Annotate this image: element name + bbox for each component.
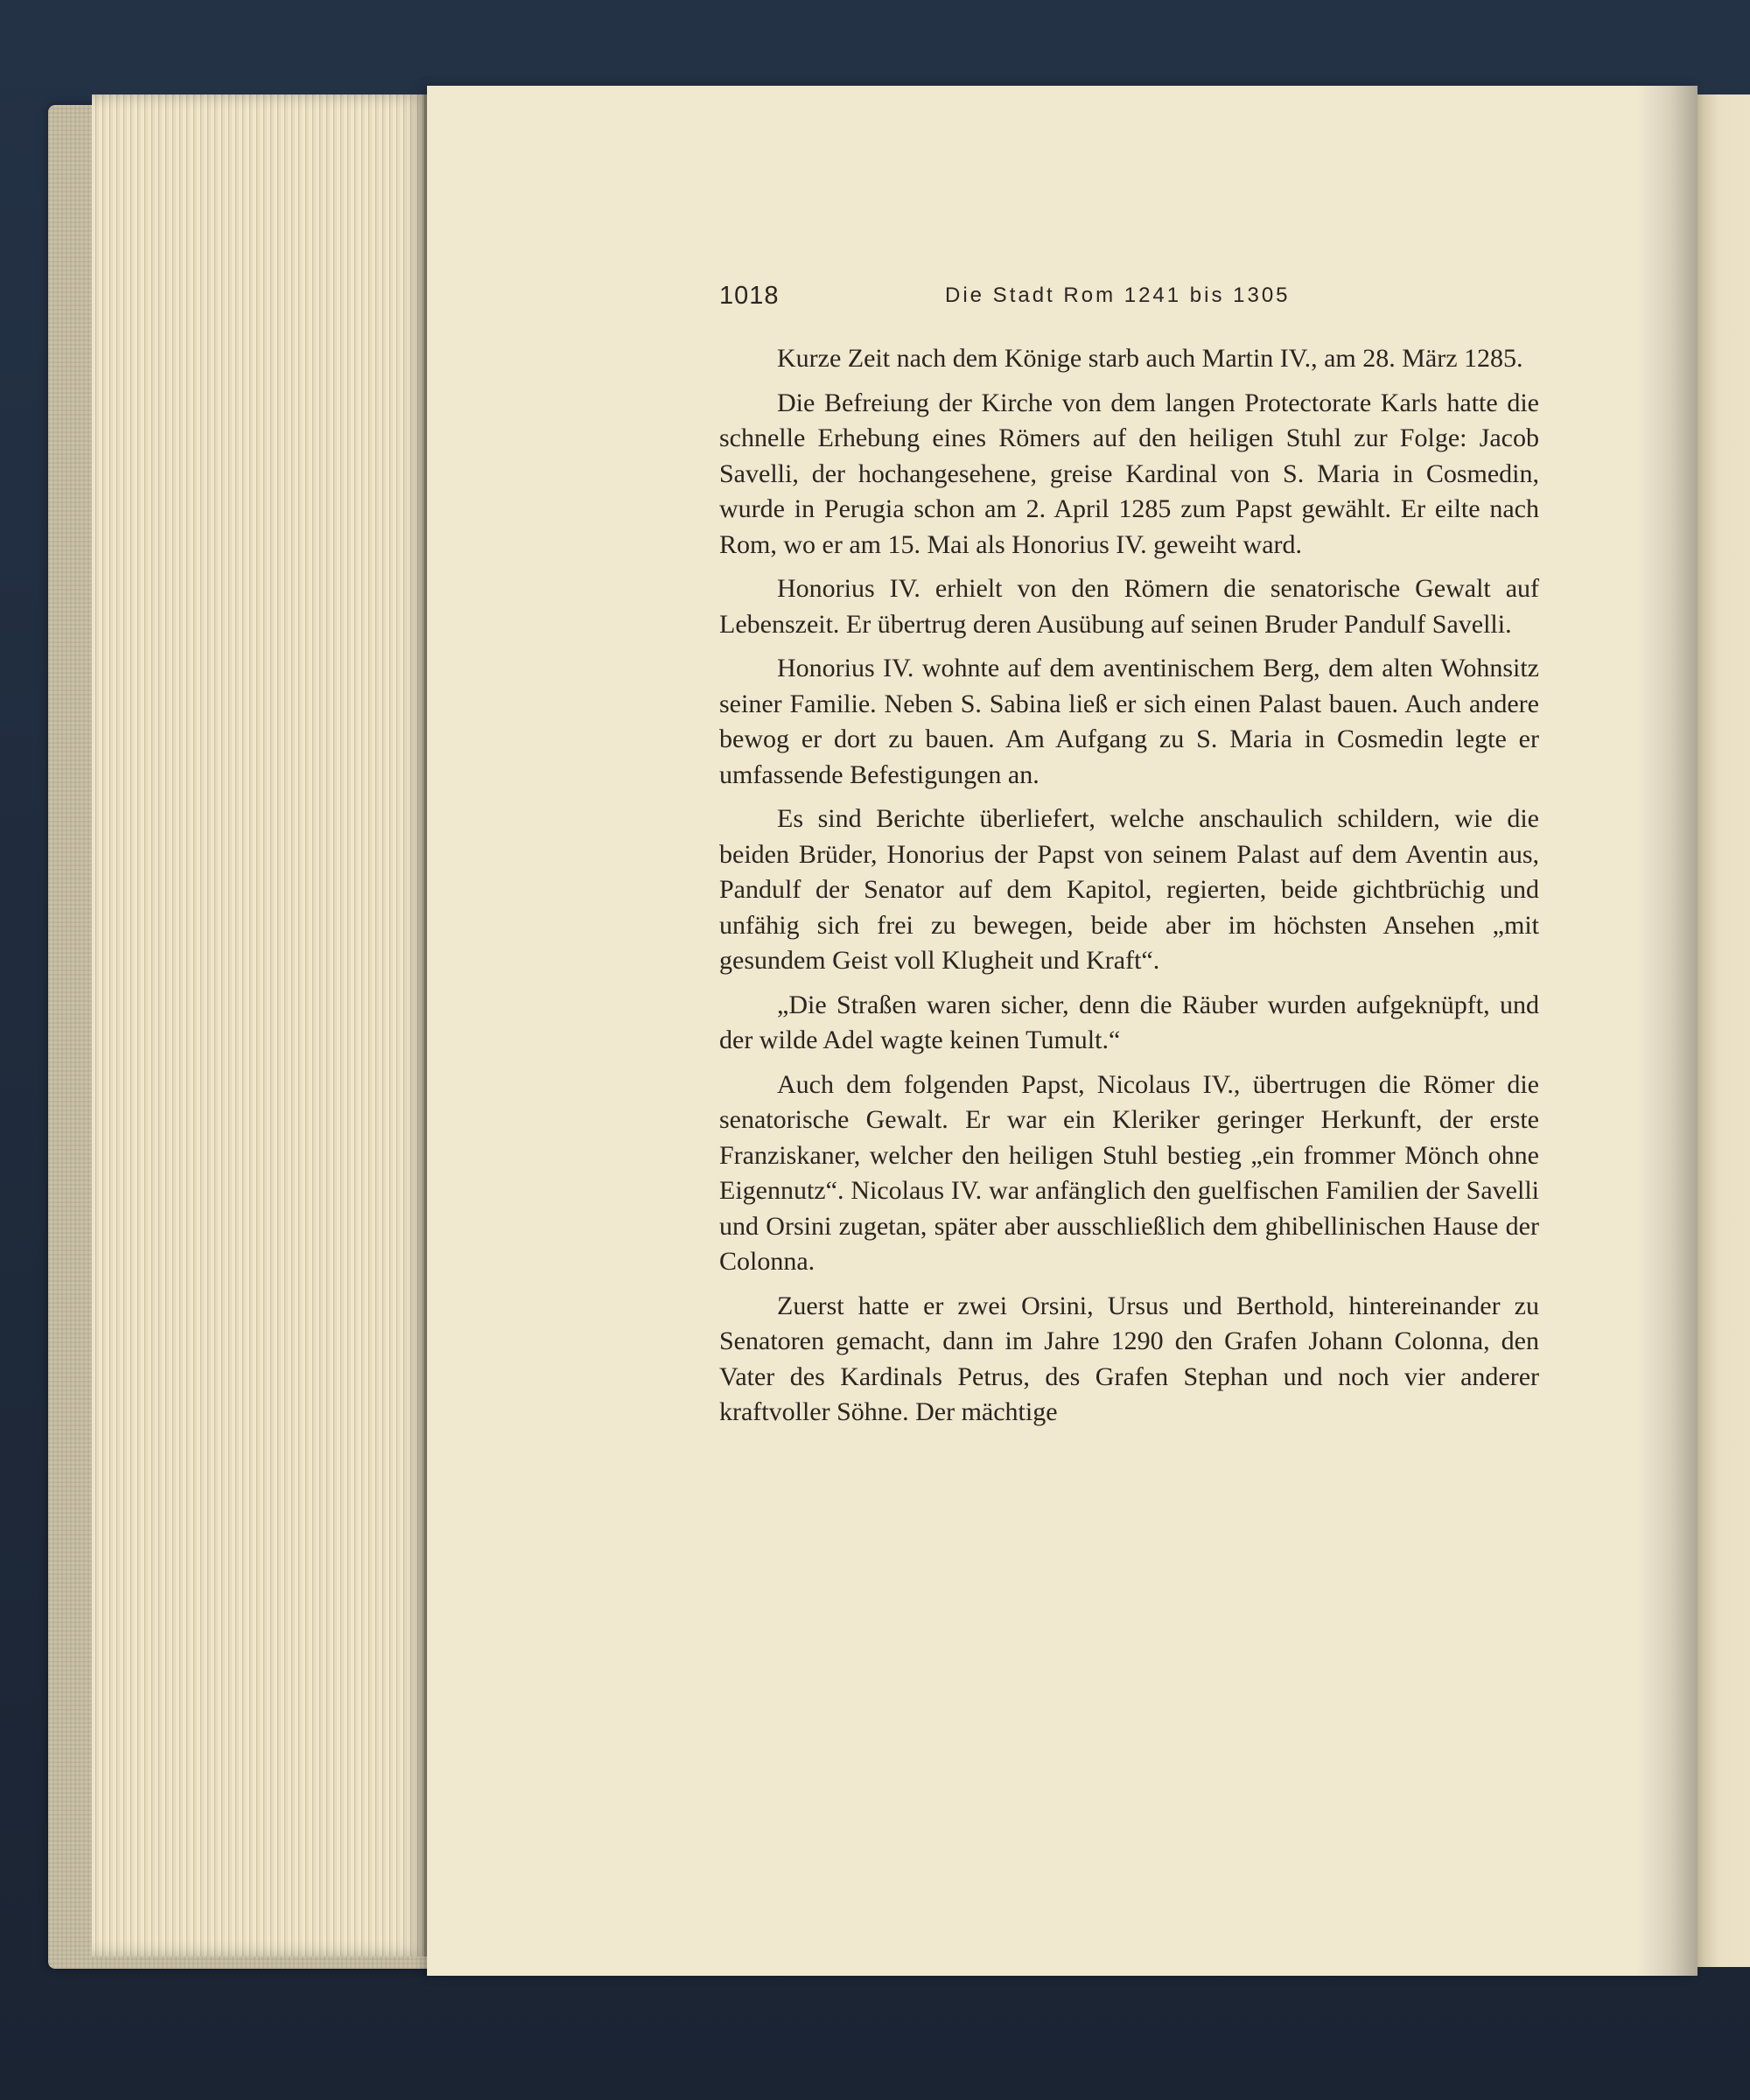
page-header (719, 282, 1577, 318)
page-number: 1018 (719, 282, 780, 310)
facing-page-edge (1698, 94, 1750, 1967)
body-text (719, 341, 1539, 1439)
page-gutter-shadow (1636, 86, 1698, 1976)
running-head: Die Stadt Rom 1241 bis 1305 (945, 284, 1291, 307)
paragraph: Auch dem folgenden Papst, Nicolaus IV., übertrugen die Römer die senatorische Gewalt. Er war ein Kleriker geringer Herkunft, der erste Franziskaner, welcher den heiligen Stuhl bestieg „ein frommer Mönch ohne Eigennutz“. Nicolaus IV. war anfänglich den guelfischen Familien der Savelli und Orsini zugetan, später aber ausschließlich dem ghibellinischen Hause der Colonna. (719, 1069, 1539, 1276)
paragraph: Es sind Berichte überliefert, welche anschaulich schildern, wie die beiden Brüder, Honorius der Papst von seinem Palast auf dem Aventin aus, Pandulf der Senator auf dem Kapitol, regierten, beide gichtbrüchig und unfähig sich frei zu bewegen, beide aber im höchsten Ansehen „mit gesundem Geist voll Klugheit und Kraft“. (719, 804, 1539, 975)
paragraph: Honorius IV. erhielt von den Römern die senatorische Gewalt auf Lebenszeit. Er übertrug deren Ausübung auf seinen Bruder Pandulf Savelli. (719, 574, 1539, 639)
paragraph: Zuerst hatte er zwei Orsini, Ursus und Berthold, hintereinander zu Senatoren gemacht, dann im Jahre 1290 den Grafen Johann Colonna, den Vater des Kardinals Petrus, des Grafen Stephan und noch vier anderer kraftvoller Söhne. Der mächtige (719, 1291, 1539, 1426)
paragraph: Honorius IV. wohnte auf dem aventinischem Berg, dem alten Wohnsitz seiner Familie. Neben S. Sabina ließ er sich einen Palast bauen. Auch andere bewog er dort zu bauen. Am Aufgang zu S. Maria in Cosmedin legte er umfassende Befestigungen an. (719, 654, 1539, 789)
paragraph: „Die Straßen waren sicher, denn die Räuber wurden aufgeknüpft, und der wilde Adel wagte keinen Tumult.“ (719, 990, 1539, 1054)
paragraph: Die Befreiung der Kirche von dem langen Protectorate Karls hatte die schnelle Erhebung eines Römers auf den heiligen Stuhl zur Folge: Jacob Savelli, der hochangesehene, greise Kardinal von S. Maria in Cosmedin, wurde in Perugia schon am 2. April 1285 zum Papst gewählt. Er eilte nach Rom, wo er am 15. Mai als Honorius IV. geweiht ward. (719, 388, 1539, 559)
page-edges (92, 94, 429, 1956)
paragraph: Kurze Zeit nach dem Könige starb auch Martin IV., am 28. März 1285. (777, 344, 1523, 373)
